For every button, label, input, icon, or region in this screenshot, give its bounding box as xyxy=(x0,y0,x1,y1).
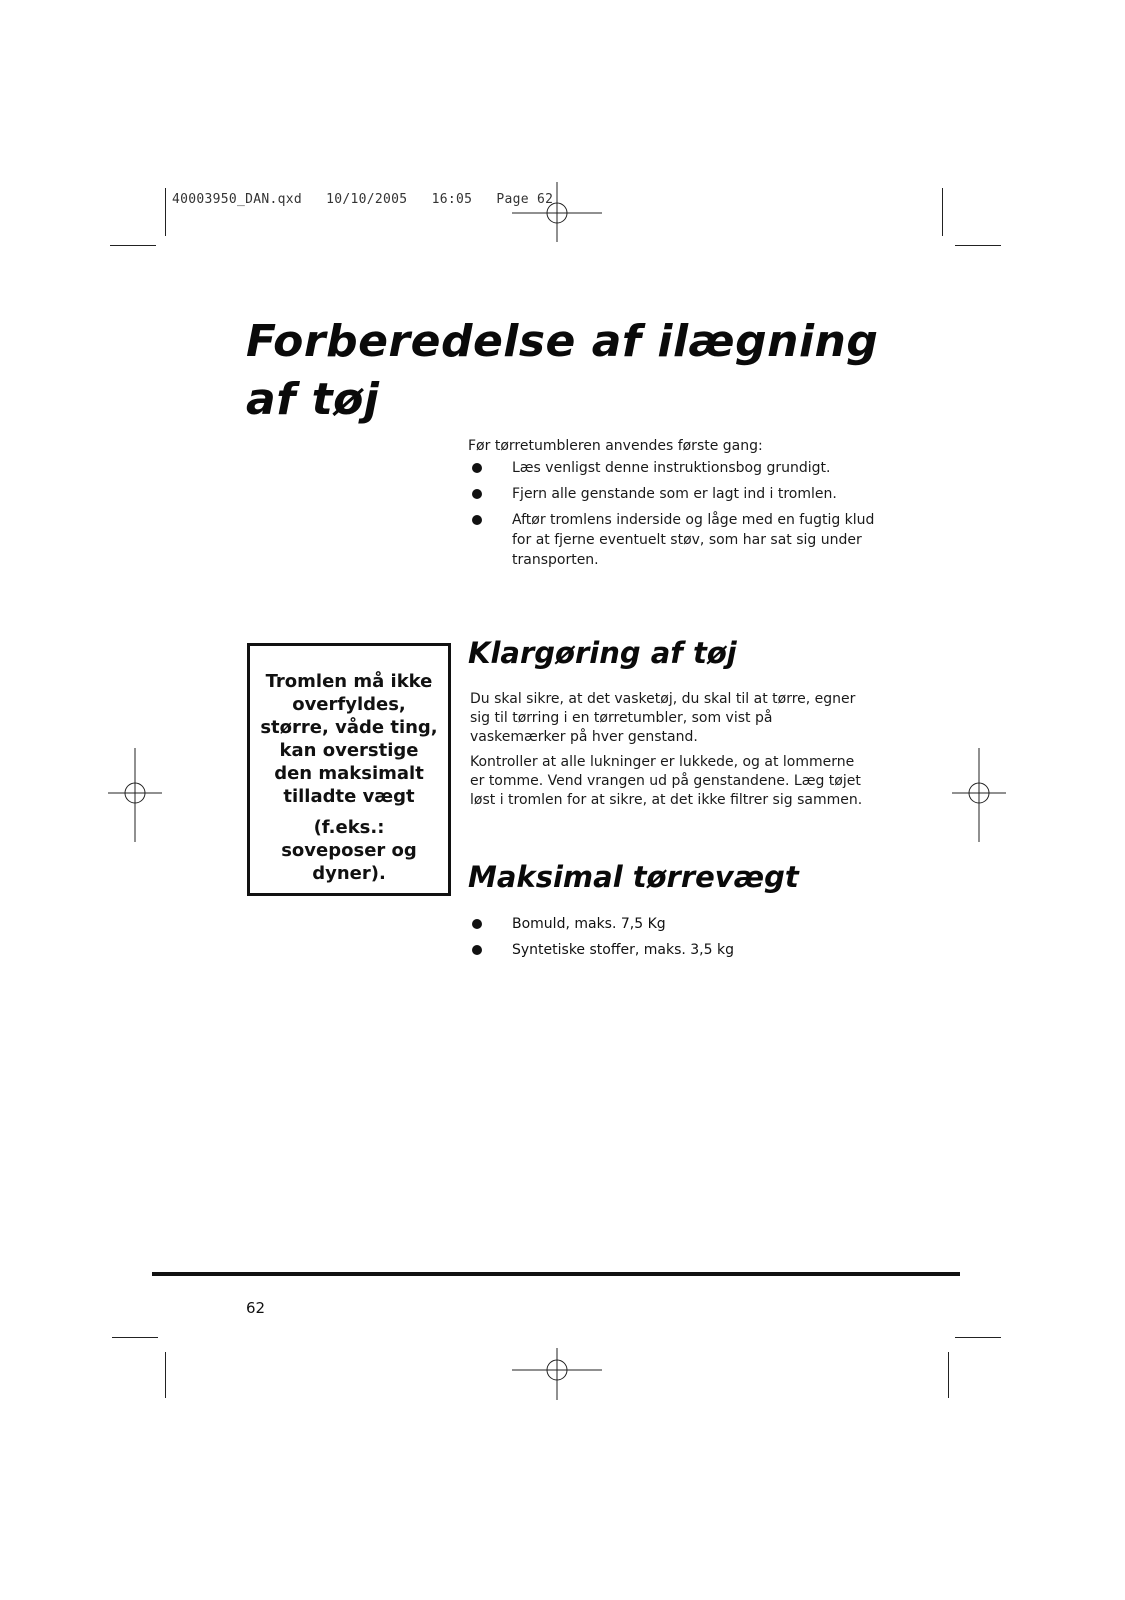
warning-box xyxy=(247,643,451,896)
klargoring-body xyxy=(470,690,870,816)
bullet-icon xyxy=(472,945,482,955)
list-item-text: Aftør tromlens inderside og låge med en fugtig klud for at fjerne eventuelt støv, som har sat sig under transporten. xyxy=(512,512,875,568)
list-item-text: Fjern alle genstande som er lagt ind i tromlen. xyxy=(512,486,837,502)
first-use-lead: Før tørretumbleren anvendes første gang: xyxy=(468,438,763,454)
warning-text: Tromlen må ikke overfyldes, større, våde ting, kan overstige den maksimalt tilladte vægt xyxy=(260,671,438,807)
bullet-icon xyxy=(472,919,482,929)
bullet-icon xyxy=(472,515,482,525)
page-title-line-1: Forberedelse af ilægning xyxy=(246,316,879,367)
crop-mark-top-left-h xyxy=(110,245,156,246)
first-use-section xyxy=(468,436,888,576)
list-item-text: Læs venligst denne instruktionsbog grundigt. xyxy=(512,460,831,476)
crop-mark-top-right-h xyxy=(955,245,1001,246)
crop-mark-bottom-right-h xyxy=(955,1337,1001,1338)
page-title-line-2: af tøj xyxy=(246,374,380,425)
list-item xyxy=(468,914,888,934)
max-weight-synthetic: Syntetiske stoffer, maks. 3,5 kg xyxy=(512,942,734,958)
klargoring-paragraph-2: Kontroller at alle lukninger er lukkede, og at lommerne er tomme. Vend vrangen ud på genstandene. Læg tøjet løst i tromlen for at sikre, at det ikke filtrer sig sammen. xyxy=(470,754,863,808)
section-heading-maksimal: Maksimal tørrevægt xyxy=(468,860,799,894)
warning-example: (f.eks.: soveposer og dyner). xyxy=(281,817,417,884)
crop-mark-bottom-left-h xyxy=(112,1337,158,1338)
bullet-icon xyxy=(472,489,482,499)
slug-date: 10/10/2005 xyxy=(326,192,408,207)
slug-page: Page 62 xyxy=(496,192,554,207)
page-title xyxy=(246,313,946,429)
max-weight-cotton: Bomuld, maks. 7,5 Kg xyxy=(512,916,666,932)
list-item xyxy=(468,484,888,504)
section-heading-klargoring: Klargøring af tøj xyxy=(468,636,737,670)
crop-mark-bottom-right-v xyxy=(948,1352,949,1398)
slug-filename: 40003950_DAN.qxd xyxy=(172,192,303,207)
printer-slug xyxy=(172,192,569,207)
slug-time: 16:05 xyxy=(431,192,473,207)
list-item xyxy=(468,940,888,960)
registration-mark-left-icon xyxy=(108,748,162,842)
list-item xyxy=(468,510,888,570)
bullet-icon xyxy=(472,463,482,473)
max-weight-list xyxy=(468,914,888,966)
crop-mark-top-left-v xyxy=(165,188,166,236)
crop-mark-bottom-left-v xyxy=(165,1352,166,1398)
list-item xyxy=(468,458,888,478)
crop-mark-top-right-v xyxy=(942,188,943,236)
registration-mark-bottom-icon xyxy=(512,1348,602,1400)
page-number: 62 xyxy=(246,1299,266,1317)
first-use-list xyxy=(468,458,888,570)
klargoring-paragraph-1: Du skal sikre, at det vasketøj, du skal til at tørre, egner sig til tørring i en tørretumbler, som vist på vaskemærker på hver genstand. xyxy=(470,691,856,745)
footer-rule xyxy=(152,1272,960,1276)
registration-mark-right-icon xyxy=(952,748,1006,842)
